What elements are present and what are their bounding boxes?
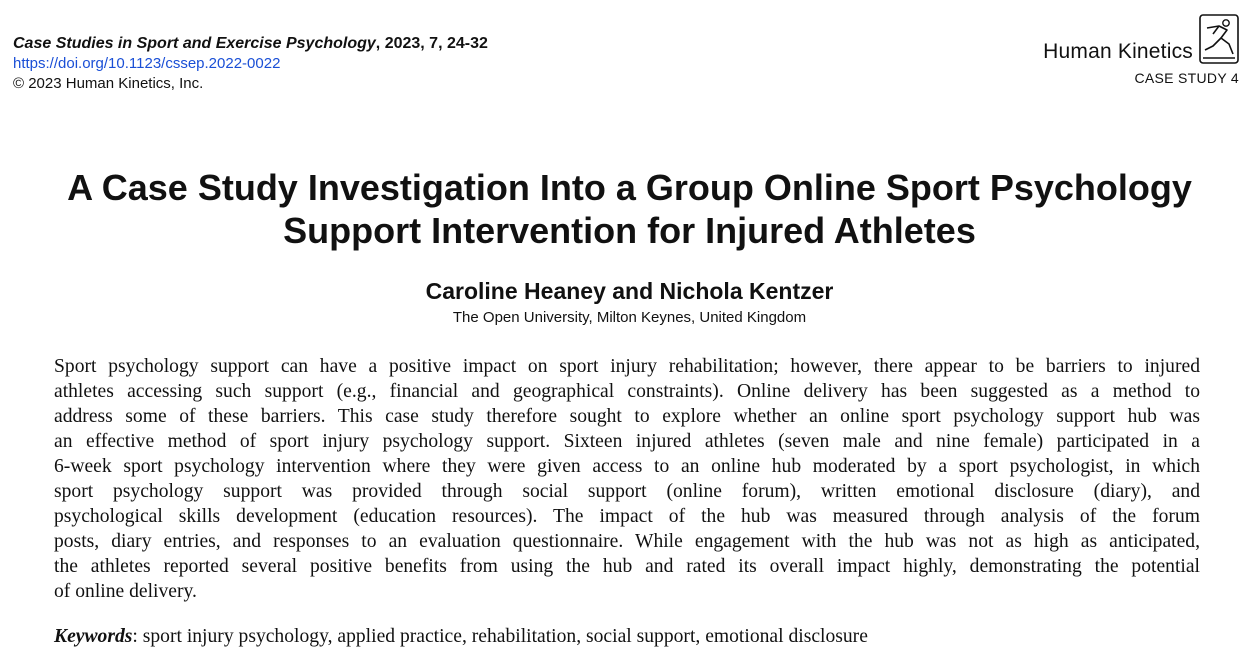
article-title	[0, 166, 1259, 252]
keywords	[54, 624, 868, 649]
abstract-line: an effective method of sport injury psychology support. Sixteen injured athletes (seven male and nine female) participated in a	[54, 431, 1200, 452]
journal-volume-pages: , 2023, 7, 24-32	[375, 35, 488, 52]
abstract-line: Sport psychology support can have a positive impact on sport injury rehabilitation; however, there appear to be barriers to injured	[54, 356, 1200, 377]
publisher-header	[1043, 14, 1239, 86]
journal-citation	[13, 34, 488, 54]
abstract-line: address some of these barriers. This case study therefore sought to explore whether an online sport psychology support hub was	[54, 406, 1200, 427]
abstract-line: of online delivery.	[54, 581, 197, 602]
abstract-line: the athletes reported several positive benefits from using the hub and rated its overall impact highly, demonstrating the potential	[54, 556, 1200, 577]
keywords-separator: :	[132, 626, 138, 647]
abstract-line: psychological skills development (education resources). The impact of the hub was measured through analysis of the forum	[54, 506, 1200, 527]
title-line: Support Intervention for Injured Athletes	[283, 210, 976, 251]
title-line: A Case Study Investigation Into a Group Online Sport Psychology	[67, 167, 1192, 208]
journal-header	[13, 34, 488, 94]
abstract-line: 6-week sport psychology intervention where they were given access to an online hub moderated by a sport psychologist, in which	[54, 456, 1200, 477]
doi-link[interactable]: https://doi.org/10.1123/cssep.2022-0022	[13, 55, 281, 72]
publisher-brand	[1043, 14, 1239, 64]
abstract-line: athletes accessing such support (e.g., financial and geographical constraints). Online delivery has been suggested as a method to	[54, 381, 1200, 402]
keywords-list: sport injury psychology, applied practice, rehabilitation, social support, emotional disclosure	[142, 626, 868, 647]
author-list: Caroline Heaney and Nichola Kentzer	[425, 278, 834, 304]
publisher-name: Human Kinetics	[1043, 40, 1193, 63]
abstract-line: posts, diary entries, and responses to an evaluation questionnaire. While engagement with the hub was not as high as anticipated,	[54, 531, 1200, 552]
keywords-label: Keywords	[54, 626, 133, 647]
author-affiliation: The Open University, Milton Keynes, United Kingdom	[452, 309, 807, 326]
abstract-line: sport psychology support was provided through social support (online forum), written emotional disclosure (diary), and	[54, 481, 1200, 502]
article-type-label: CASE STUDY 4	[1134, 70, 1239, 86]
copyright-notice: © 2023 Human Kinetics, Inc.	[13, 75, 204, 92]
human-kinetics-logo-icon	[1199, 14, 1239, 64]
journal-name: Case Studies in Sport and Exercise Psychology	[13, 35, 376, 52]
abstract	[54, 354, 1200, 604]
